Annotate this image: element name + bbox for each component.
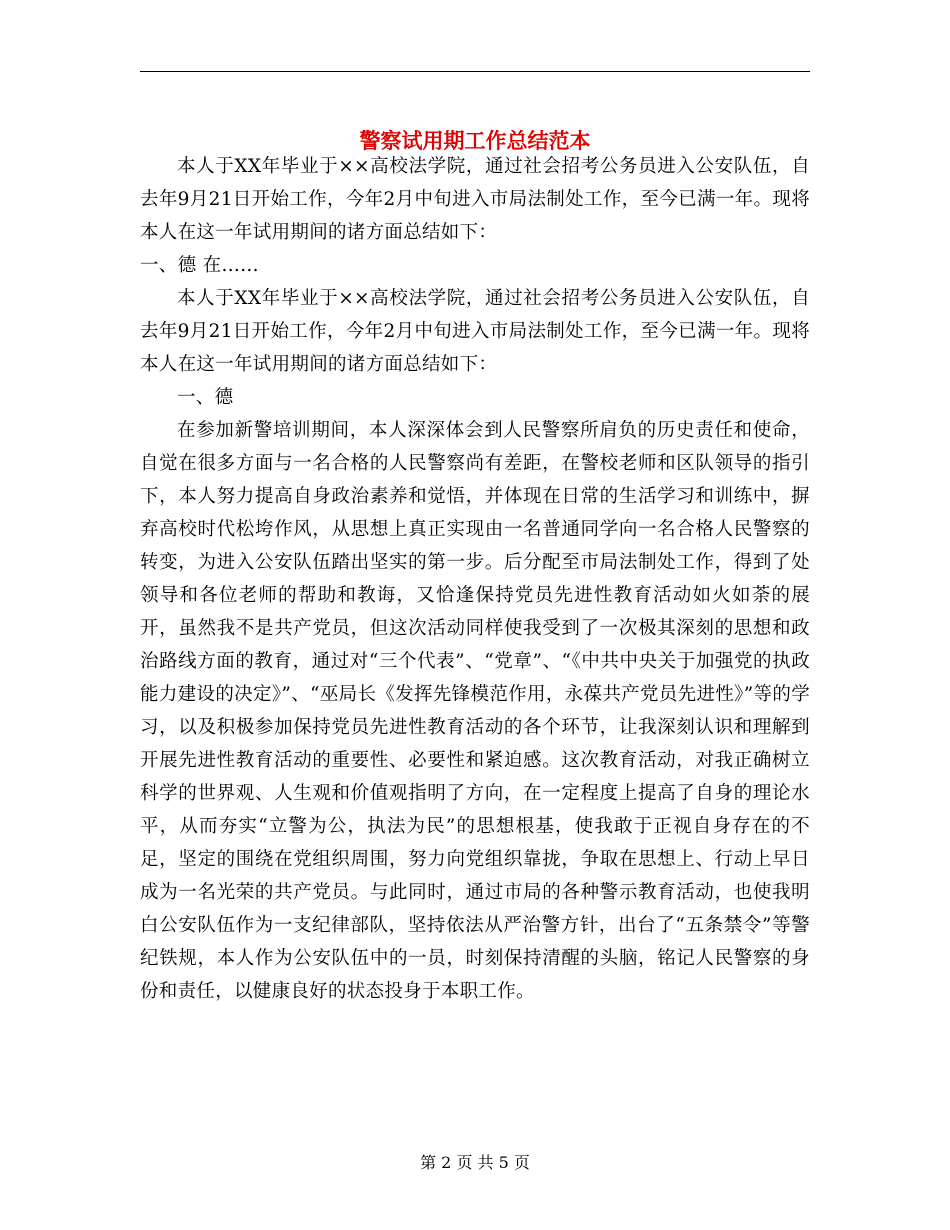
page-number: 第 2 页 共 5 页 — [420, 1153, 530, 1172]
paragraph-virtue-body: 在参加新警培训期间，本人深深体会到人民警察所肩负的历史责任和使命，自觉在很多方面与一名合格的人民警察尚有差距，在警校老师和区队领导的指引下，本人努力提高自身政治素养和觉悟，并体现在日常的生活学习和训练中，摒弃高校时代松垮作风，从思想上真正实现由一名普通同学向一名合格人民警察的转变，为进入公安队伍踏出坚实的第一步。后分配至市局法制处工作，得到了处领导和各位老师的帮助和教诲，又恰逢保持党员先进性教育活动如火如荼的展开，虽然我不是共产党员，但这次活动同样使我受到了一次极其深刻的思想和政治路线方面的教育，通过对“三个代表”、“党章”、“《中共中央关于加强党的执政能力建设的决定》”、“巫局长《发挥先锋模范作用，永葆共产党员先进性》”等的学习，以及积极参加保持党员先进性教育活动的各个环节，让我深刻认识和理解到开展先进性教育活动的重要性、必要性和紧迫感。这次教育活动，对我正确树立科学的世界观、人生观和价值观指明了方向，在一定程度上提高了自身的理论水平，从而夯实“立警为公，执法为民”的思想根基，使我敢于正视自身存在的不足，坚定的围绕在党组织周围，努力向党组织靠拢，争取在思想上、行动上早日成为一名光荣的共产党员。与此同时，通过市局的各种警示教育活动，也使我明白公安队伍作为一支纪律部队，坚持依法从严治警方针，出台了“五条禁令”等警纪铁规，本人作为公安队伍中的一员，时刻保持清醒的头脑，铭记人民警察的身份和责任，以健康良好的状态投身于本职工作。 — [140, 420, 810, 1002]
section-heading-virtue: 一、德 — [177, 387, 234, 408]
paragraph-intro: 本人于XX年毕业于××高校法学院，通过社会招考公务员进入公安队伍，自去年9月21日开始工作，今年2月中旬进入市局法制处工作，至今已满一年。现将本人在这一年试用期间的诸方面总结如下： — [140, 156, 810, 243]
document-body — [140, 150, 810, 1008]
document-title: 警察试用期工作总结范本 — [359, 128, 591, 154]
paragraph-intro-repeat: 本人于XX年毕业于××高校法学院，通过社会招考公务员进入公安队伍，自去年9月21日开始工作，今年2月中旬进入市局法制处工作，至今已满一年。现将本人在这一年试用期间的诸方面总结如下： — [140, 288, 810, 375]
header-rule — [140, 71, 810, 72]
section-heading-virtue-preview: 一、德 在…… — [140, 255, 259, 276]
